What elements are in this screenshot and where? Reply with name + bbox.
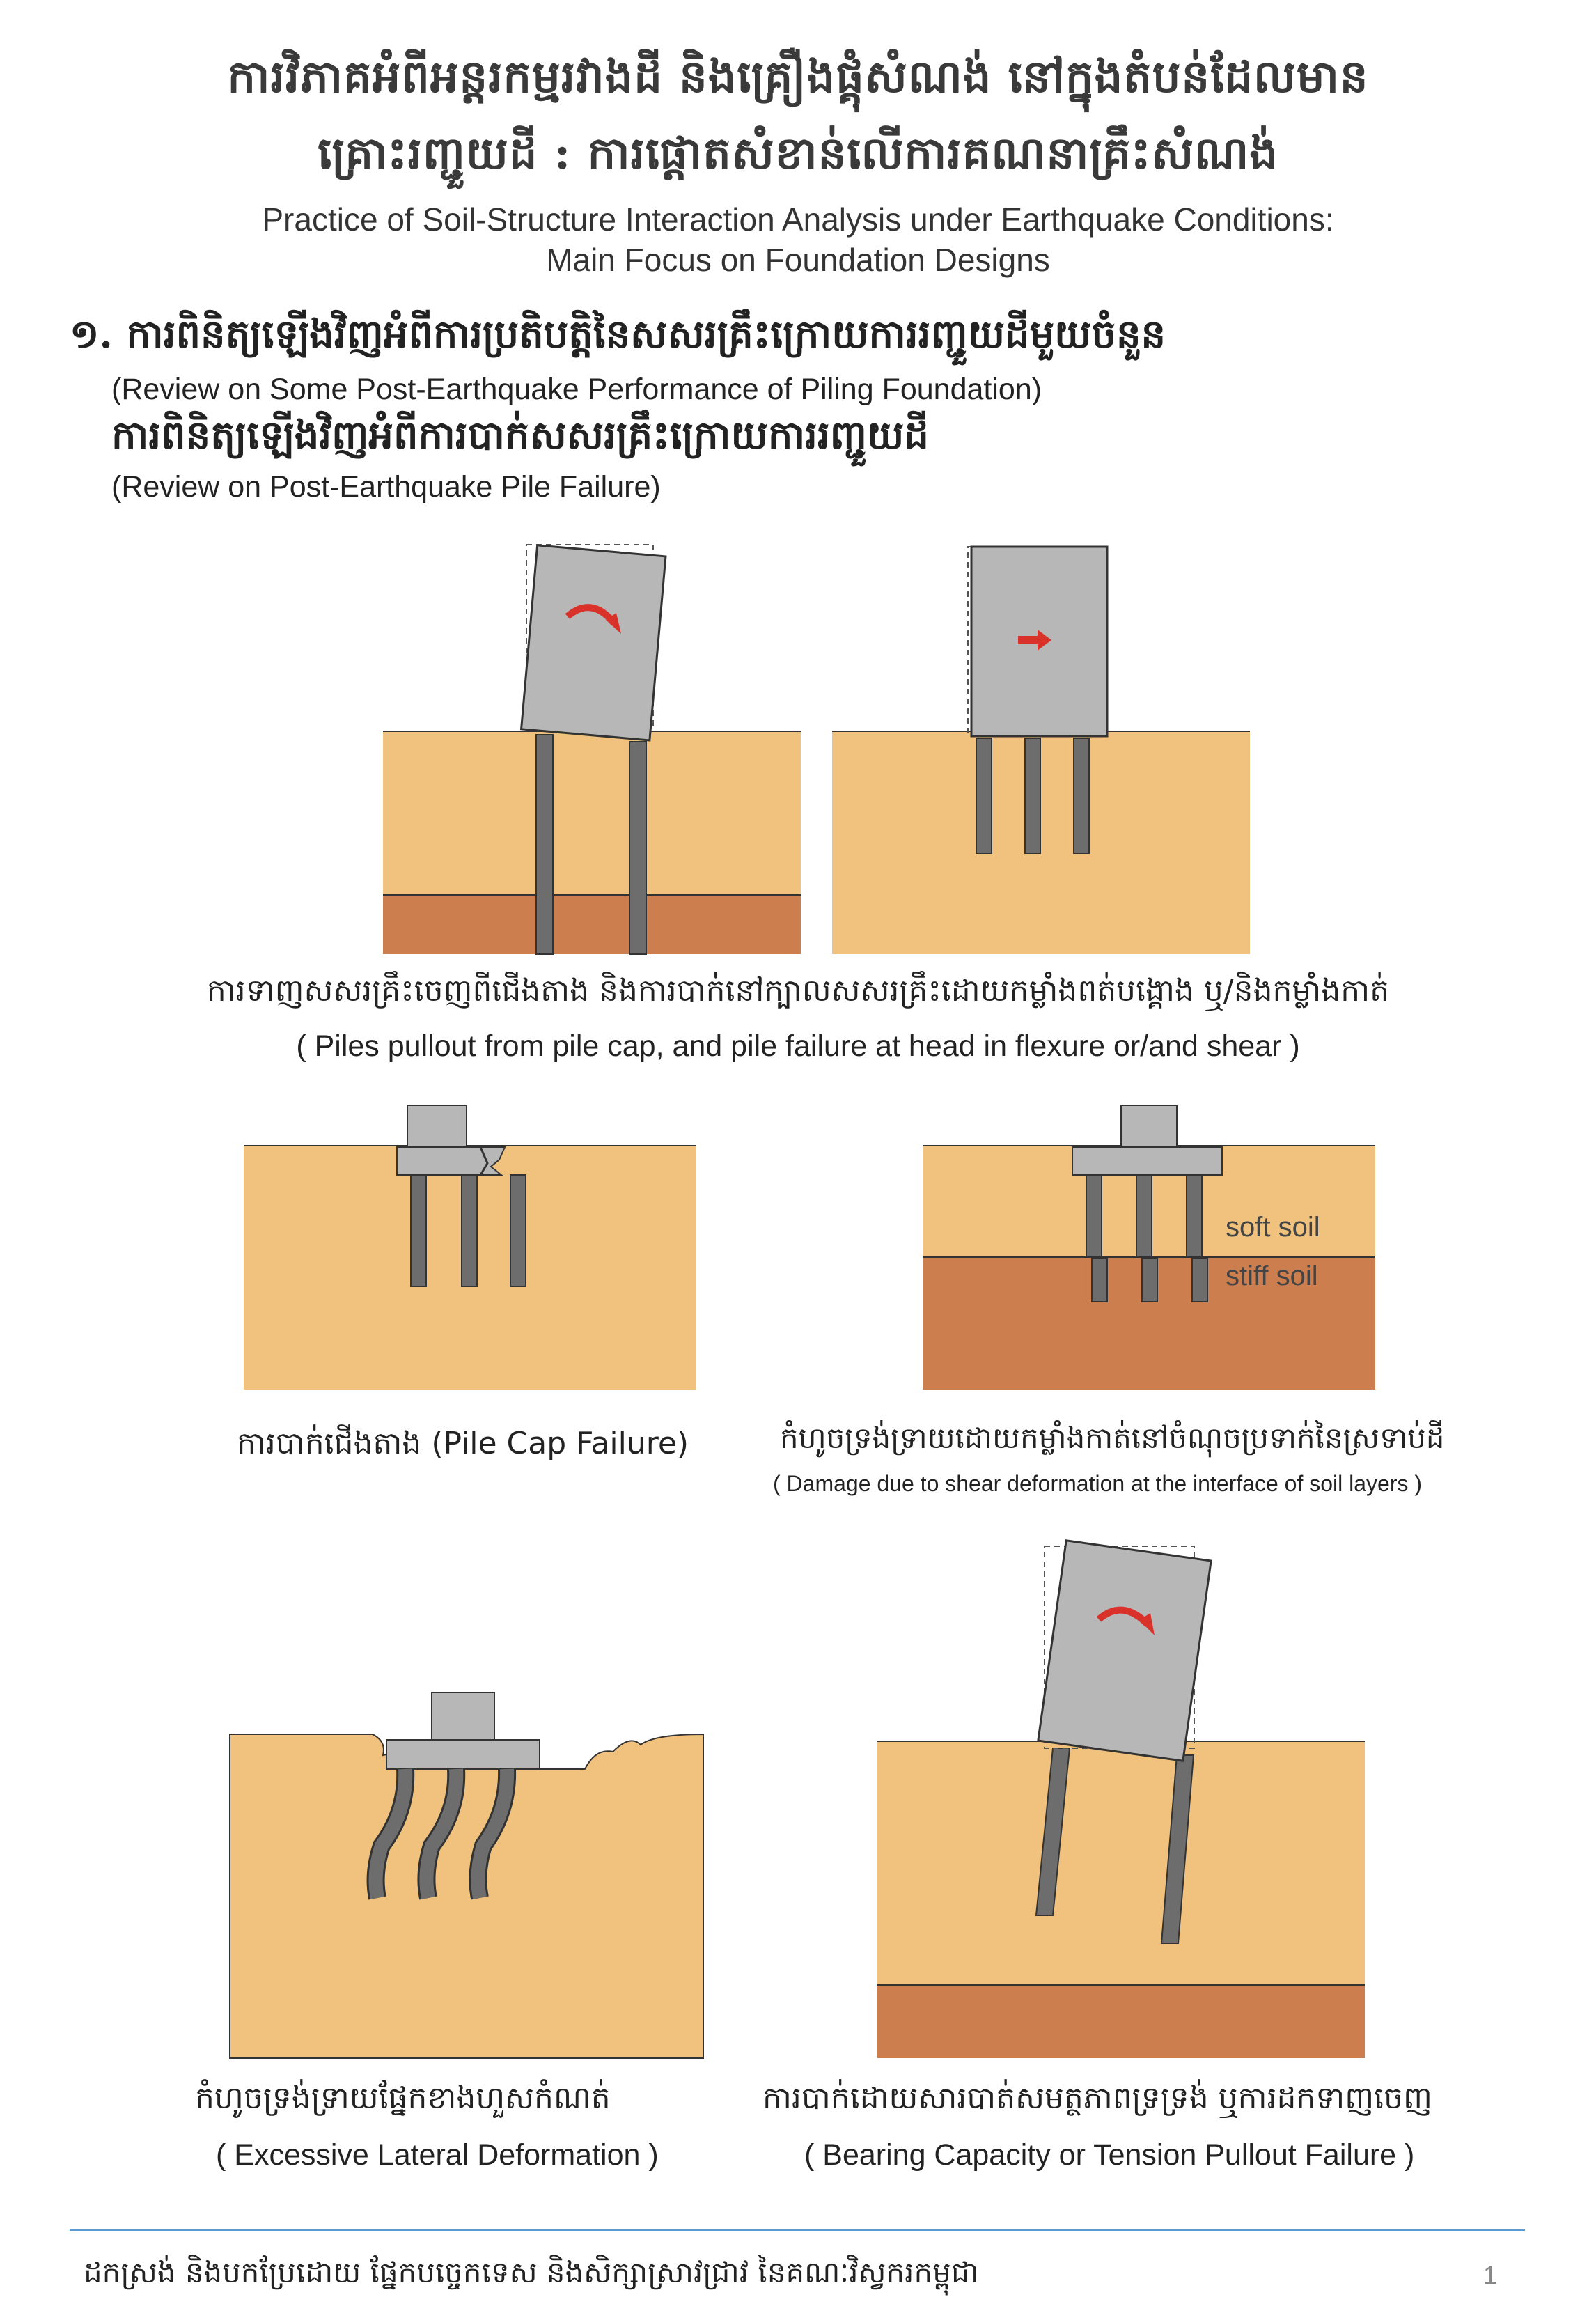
figure2-caption: ការបាក់ជើងតាង (Pile Cap Failure) (237, 1426, 689, 1461)
pile-right (629, 742, 646, 954)
figure-pile-pullout-translation (822, 536, 1253, 961)
column-stub (407, 1105, 467, 1147)
pile-middle-upper (1136, 1175, 1152, 1257)
figure-lateral-deformation (223, 1686, 710, 2062)
figure5-caption-khmer: ការបាក់ដោយសារបាត់សមត្ថភាពទ្រទ្រង់ ឬការដកទាញចេញ (762, 2080, 1432, 2116)
title-khmer-line2: គ្រោះរញ្ជួយដី : ការផ្តោតសំខាន់លើការគណនាគ្រឹះសំណង់ (318, 127, 1278, 180)
soil-lower-layer (877, 1985, 1365, 2058)
page-number: 1 (1483, 2261, 1498, 2289)
label-stiff-soil: stiff soil (1226, 1261, 1318, 1291)
pile-right-lower (1192, 1259, 1207, 1302)
section1-heading-english: (Review on Some Post-Earthquake Performance of Piling Foundation) (111, 373, 1042, 406)
figure1-caption-khmer: ការទាញសសរគ្រឹះចេញពីជើងតាង និងការបាក់នៅក្បាលសសរគ្រឹះដោយកម្លាំងពត់បង្គោង ឬ/និងកម្លាំងកាត់ (206, 973, 1390, 1009)
column-stub (1121, 1105, 1177, 1147)
figure-soil-interface-shear (919, 1097, 1379, 1393)
pile-left-lower (1092, 1259, 1107, 1302)
soil-layer-heaved (230, 1734, 703, 2058)
pile-middle (462, 1175, 477, 1286)
pile-cap (1072, 1147, 1222, 1175)
figure3-caption-khmer: កំហូចទ្រង់ទ្រាយដោយកម្លាំងកាត់នៅចំណុចប្រទាក់នៃស្រទាប់ដី (780, 1421, 1445, 1455)
figure-bearing-tension-failure (870, 1539, 1372, 2062)
figure4-caption-english: ( Excessive Lateral Deformation ) (216, 2138, 659, 2172)
pile-cap-tilted (1038, 1541, 1211, 1761)
pile-cap (386, 1740, 540, 1769)
column-stub (432, 1692, 494, 1741)
soil-lower-layer (383, 895, 801, 954)
figure5-caption-english: ( Bearing Capacity or Tension Pullout Failure ) (804, 2138, 1415, 2172)
footer-credit: ដកស្រង់ និងបកប្រែដោយ ផ្នែកបច្ចេកទេស និងសិក្សាស្រាវជ្រាវ នៃគណៈវិស្វករកម្ពុជា (84, 2255, 979, 2289)
figure4-caption-khmer: កំហូចទ្រង់ទ្រាយផ្នែកខាងហួសកំណត់ (195, 2080, 611, 2116)
section1-subheading-english: (Review on Post-Earthquake Pile Failure) (111, 470, 661, 504)
pile-cap-rotated (522, 545, 666, 740)
pile-middle (1025, 738, 1040, 853)
pile-left (536, 735, 553, 954)
figure3-caption-english: ( Damage due to shear deformation at the interface of soil layers ) (773, 1471, 1423, 1496)
pile-left (976, 738, 992, 853)
title-khmer-line1: ការវិភាគអំពីអន្តរកម្មរវាងដី និងគ្រឿងផ្គុំសំណង់ នៅក្នុងតំបន់ដែលមាន (227, 51, 1369, 103)
section1-heading-khmer: ១. ការពិនិត្យឡើងវិញអំពីការប្រតិបត្តិនៃសសរគ្រឹះក្រោយការរញ្ជួយដីមួយចំនួន (70, 311, 1166, 357)
figure-pile-pullout-rotation (376, 536, 808, 961)
translation-arrow-icon (1018, 636, 1039, 644)
title-english-line1: Practice of Soil-Structure Interaction Analysis under Earthquake Conditions: (262, 201, 1334, 238)
pile-right-upper (1187, 1175, 1202, 1257)
figure-pile-cap-failure (240, 1097, 700, 1393)
label-soft-soil: soft soil (1226, 1212, 1320, 1243)
pile-right (510, 1175, 526, 1286)
title-english-line2: Main Focus on Foundation Designs (546, 242, 1050, 278)
footer-rule (70, 2229, 1525, 2231)
pile-left (411, 1175, 426, 1286)
section1-subheading-khmer: ការពិនិត្យឡើងវិញអំពីការបាក់សសរគ្រឹះក្រោយការរញ្ជួយដី (111, 412, 929, 458)
pile-cap-cracked (397, 1147, 505, 1175)
pile-left-upper (1086, 1175, 1102, 1257)
figure1-caption-english: ( Piles pullout from pile cap, and pile failure at head in flexure or/and shear ) (296, 1029, 1300, 1063)
pile-right (1074, 738, 1089, 853)
pile-middle-lower (1142, 1259, 1157, 1302)
